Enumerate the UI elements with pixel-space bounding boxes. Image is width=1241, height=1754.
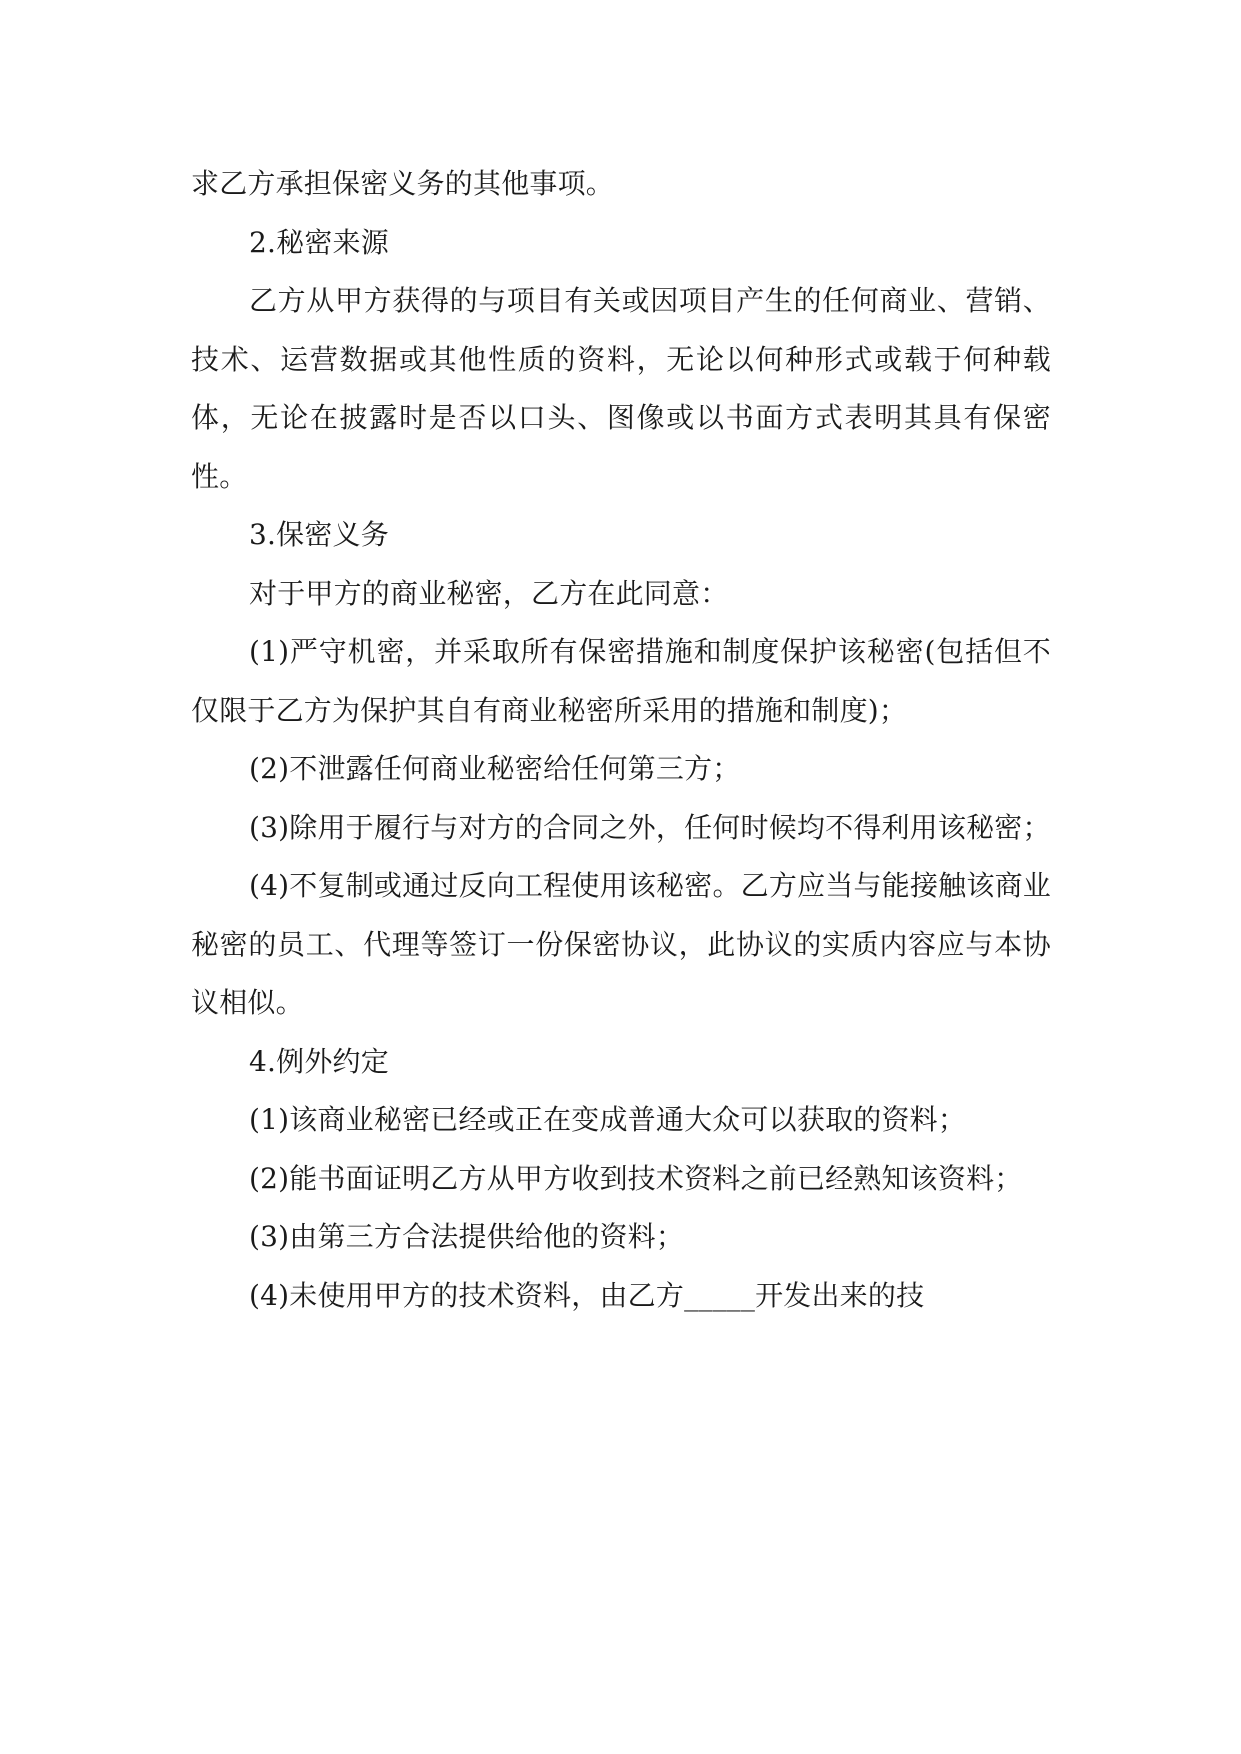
exception-item-4: (4)未使用甲方的技术资料，由乙方_____开发出来的技 bbox=[249, 1278, 925, 1312]
exception-item-1: (1)该商业秘密已经或正在变成普通大众可以获取的资料； bbox=[249, 1103, 967, 1136]
paragraph-agreement-intro: 对于甲方的商业秘密，乙方在此同意： bbox=[249, 576, 729, 610]
obligation-item-4: (4)不复制或通过反向工程使用该秘密。乙方应当与能接触该商业秘密的员工、代理等签订一份保密协议，此协议的实质内容应与本协议相似。 bbox=[191, 869, 1051, 1019]
document-body bbox=[191, 155, 1051, 1325]
section-heading-confidentiality-obligation: 3.保密义务 bbox=[249, 518, 389, 551]
obligation-item-1: (1)严守机密，并采取所有保密措施和制度保护该秘密(包括但不仅限于乙方为保护其自有商业秘密所采用的措施和制度)； bbox=[191, 635, 1051, 727]
obligation-item-3: (3)除用于履行与对方的合同之外，任何时候均不得利用该秘密； bbox=[249, 810, 1051, 844]
section-heading-secret-source: 2.秘密来源 bbox=[249, 225, 389, 259]
obligation-item-2: (2)不泄露任何商业秘密给任何第三方； bbox=[249, 752, 741, 785]
exception-item-2: (2)能书面证明乙方从甲方收到技术资料之前已经熟知该资料； bbox=[249, 1161, 1023, 1195]
paragraph-secret-source: 乙方从甲方获得的与项目有关或因项目产生的任何商业、营销、技术、运营数据或其他性质的资料，无论以何种形式或载于何种载体，无论在披露时是否以口头、图像或以书面方式表明其具有保密性。 bbox=[191, 284, 1051, 493]
exception-item-3: (3)由第三方合法提供给他的资料； bbox=[249, 1220, 685, 1253]
section-heading-exceptions: 4.例外约定 bbox=[249, 1044, 389, 1078]
paragraph-continuation: 求乙方承担保密义务的其他事项。 bbox=[191, 167, 615, 200]
